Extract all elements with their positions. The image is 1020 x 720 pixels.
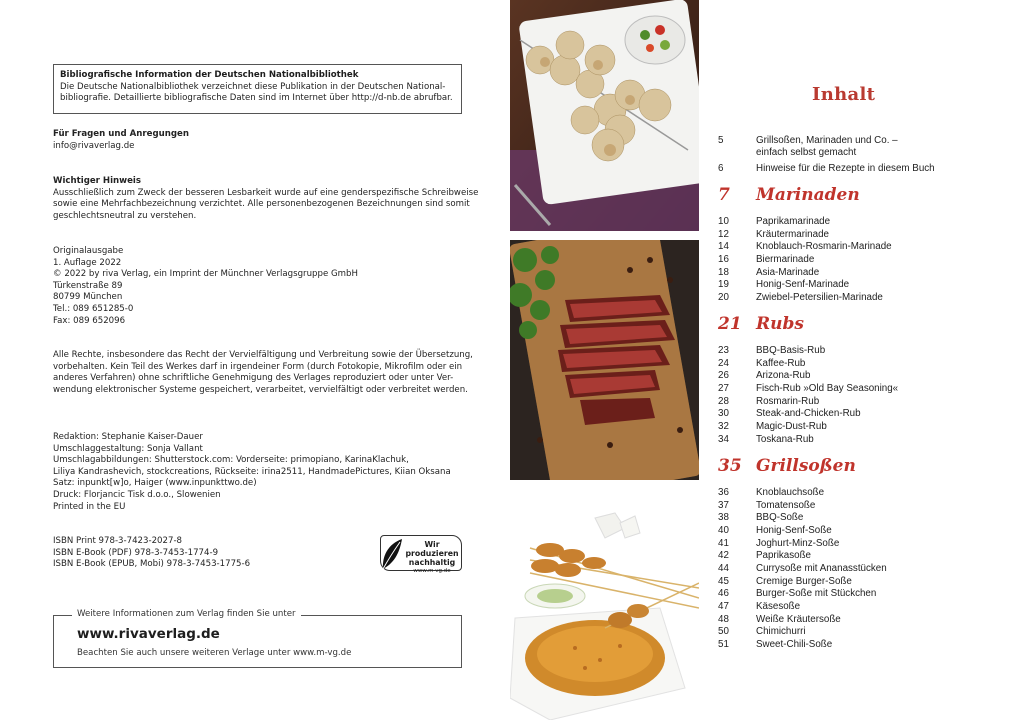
toc-page-number: 16 [718,254,729,265]
questions-block [53,129,468,152]
toc-page-number: 48 [718,614,729,625]
credits-text: Liliya Kandrashevich, stockcreations, Rückseite: irina2511, HandmadePictures, Kiian Oksana [53,466,451,477]
edition-text: Tel.: 089 651285-0 [53,303,134,314]
toc-page-number: 27 [718,383,729,394]
toc-page-number: 46 [718,588,729,599]
toc-page-number: 12 [718,229,729,240]
toc-page-number: 51 [718,639,729,650]
toc-page-number: 6 [718,163,724,174]
toc-page-number: 14 [718,241,729,252]
edition-text: 1. Auflage 2022 [53,257,122,268]
important-notice-block [53,176,479,222]
toc-title: Inhalt [812,84,876,105]
toc-entry-title: Käsesoße [756,601,801,612]
isbn-text: ISBN E-Book (EPUB, Mobi) 978-3-7453-1775-6 [53,559,251,570]
toc-entry-title: BBQ-Soße [756,512,804,523]
isbn-text: ISBN E-Book (PDF) 978-3-7453-1774-9 [53,547,219,558]
toc-entry-title: Burger-Soße mit Stückchen [756,588,877,599]
rights-text: anderes Verfahren) ohne schriftliche Genehmigung des Verlages reproduziert oder unter Ver- [53,373,454,384]
toc-page-number: 5 [718,135,724,146]
bibliographic-title: Bibliografische Information der Deutschen Nationalbibliothek [60,70,359,80]
toc-entry-title: Honig-Senf-Soße [756,525,832,536]
toc-entry-title: Arizona-Rub [756,370,811,381]
toc-page-number: 47 [718,601,729,612]
credits-text: Satz: inpunkt[w]o, Haiger (www.inpunkttwo.de) [53,478,257,489]
toc-entry-title: Joghurt-Minz-Soße [756,538,840,549]
toc-entry-title: Kräutermarinade [756,229,829,240]
bibliographic-info-box [53,64,462,114]
toc-page-number: 19 [718,279,729,290]
notice-title: Wichtiger Hinweis [53,176,141,186]
section-title: Rubs [756,314,804,334]
chicken-skewer-photo [510,0,699,231]
toc-entry-title: Sweet-Chili-Soße [756,639,833,650]
badge-text: nachhaltig [408,558,456,567]
edition-text: 80799 München [53,292,123,303]
toc-entry-title: Hinweise für die Rezepte in diesem Buch [756,163,935,174]
bibliographic-text: bibliografie. Detaillierte bibliografische Daten sind im Internet über http://d-nb.de abrufbar. [60,93,453,104]
rights-text: vorbehalten. Kein Teil des Werkes darf in irgendeiner Form (durch Fotokopie, Mikrofilm oder ein [53,361,463,372]
toc-entry-title: Cremige Burger-Soße [756,576,852,587]
credits-text: Umschlaggestaltung: Sonja Vallant [53,443,203,454]
toc-entry-title: Paprikamarinade [756,216,831,227]
steak-board-photo [510,240,699,480]
toc-page-number: 38 [718,512,729,523]
edition-text: Türkenstraße 89 [53,280,123,291]
rights-text: Alle Rechte, insbesondere das Recht der Vervielfältigung und Verbreitung sowie der Übersetzung, [53,350,473,360]
toc-page-number: 26 [718,370,729,381]
badge-text: Wir produzieren [405,540,459,558]
toc-entry-title: BBQ-Basis-Rub [756,345,826,356]
notice-text: geschlechtsneutral zu verstehen. [53,210,197,221]
toc-page-number: 44 [718,563,729,574]
credits-text: Druck: Florjancic Tisk d.o.o., Slowenien [53,489,221,500]
edition-text: Fax: 089 652096 [53,315,126,326]
toc-entry-title: Chimichurri [756,626,806,637]
section-page-number: 21 [718,314,742,334]
toc-page-number: 18 [718,267,729,278]
toc-page-number: 40 [718,525,729,536]
publisher-info-header: Weitere Informationen zum Verlag finden Sie unter [72,609,301,619]
toc-page-number: 34 [718,434,729,445]
bibliographic-text: Die Deutsche Nationalbibliothek verzeichnet diese Publikation in der Deutschen National- [60,81,446,92]
toc-page-number: 30 [718,408,729,419]
toc-page-number: 24 [718,358,729,369]
isbn-text: ISBN Print 978-3-7423-2027-8 [53,536,183,546]
section-page-number: 35 [718,456,742,476]
toc-entry-title: Rosmarin-Rub [756,396,820,407]
toc-entry-title: Knoblauchsoße [756,487,825,498]
toc-entry-title: Magic-Dust-Rub [756,421,827,432]
rights-block [53,350,473,396]
toc-section-heading[interactable] [718,185,860,205]
toc-page-number: 42 [718,550,729,561]
badge-url: www.m-vg.de [413,568,451,574]
toc-entry-title: Tomatensoße [756,500,816,511]
publisher-url[interactable]: www.rivaverlag.de [77,626,220,642]
section-title: Grillsoßen [756,456,856,476]
satay-skewer-photo [510,488,699,720]
toc-entry-title: Toskana-Rub [756,434,814,445]
toc-section-heading[interactable] [718,314,804,334]
toc-entry-title: Zwiebel-Petersilien-Marinade [756,292,883,303]
contact-email: info@rivaverlag.de [53,140,135,151]
publisher-more-text: Beachten Sie auch unsere weiteren Verlage unter www.m-vg.de [77,648,352,658]
toc-page-number: 20 [718,292,729,303]
credits-text: Printed in the EU [53,501,126,512]
rights-text: wendung elektronischer Systeme gespeichert, verarbeitet, vervielfältigt oder verbreitet werden. [53,384,468,395]
sustainability-badge [380,535,462,574]
toc-entry-title: Paprikasoße [756,550,811,561]
section-title: Marinaden [756,185,860,205]
edition-text: © 2022 by riva Verlag, ein Imprint der Münchner Verlagsgruppe GmbH [53,269,358,280]
notice-text: sowie eine Mehrfachbezeichnung verzichtet. Alle personenbezogenen Bezeichnungen sind somit [53,199,470,210]
edition-text: Originalausgabe [53,246,124,256]
toc-entry-title: Biermarinade [756,254,815,265]
toc-page-number: 28 [718,396,729,407]
toc-entry-title: Currysoße mit Ananasstücken [756,563,887,574]
credits-text: Redaktion: Stephanie Kaiser-Dauer [53,432,203,442]
toc-entry-title: Honig-Senf-Marinade [756,279,850,290]
notice-text: Ausschließlich zum Zweck der besseren Lesbarkeit wurde auf eine genderspezifische Schreibweise [53,187,479,198]
questions-title: Für Fragen und Anregungen [53,129,189,139]
toc-page-number: 32 [718,421,729,432]
toc-entry-title: Weiße Kräutersoße [756,614,841,625]
publisher-info-box [53,609,462,668]
section-page-number: 7 [718,185,730,205]
toc-page-number: 37 [718,500,729,511]
toc-page-number: 36 [718,487,729,498]
toc-entry-title: Kaffee-Rub [756,358,806,369]
toc-entry-title: Knoblauch-Rosmarin-Marinade [756,241,892,252]
toc-entry-title: Grillsoßen, Marinaden und Co. – einfach selbst gemacht [756,135,898,158]
toc-page-number: 45 [718,576,729,587]
toc-entry-title: Asia-Marinade [756,267,820,278]
toc-section-heading[interactable] [718,456,856,476]
toc-page-number: 10 [718,216,729,227]
credits-text: Umschlagabbildungen: Shutterstock.com: Vorderseite: primopiano, KarinaKlachuk, [53,455,409,466]
toc-page-number: 41 [718,538,729,549]
credits-block [53,432,468,513]
toc-entry-title: Steak-and-Chicken-Rub [756,408,861,419]
toc-page-number: 50 [718,626,729,637]
edition-block [53,246,468,327]
toc-entry-title: Fisch-Rub »Old Bay Seasoning« [756,383,899,394]
toc-page-number: 23 [718,345,729,356]
